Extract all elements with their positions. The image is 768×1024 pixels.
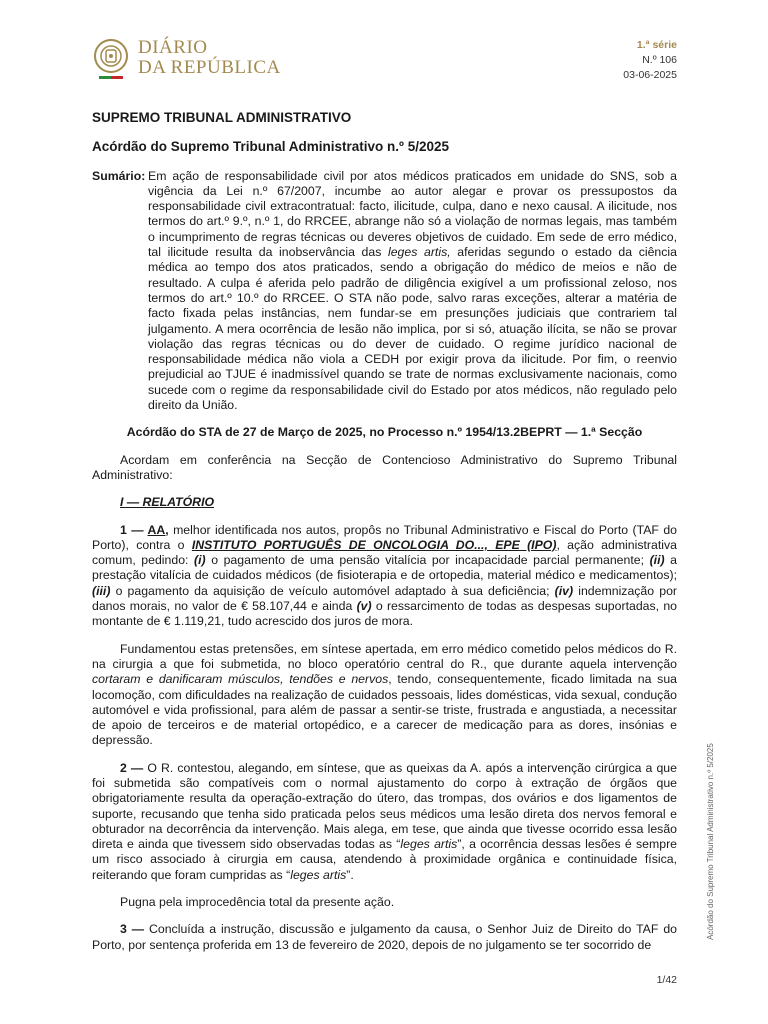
party-aa: AA, xyxy=(147,522,169,537)
item-v: (v) xyxy=(356,599,372,614)
summary-text xyxy=(148,169,677,414)
series-label: 1.ª série xyxy=(636,39,677,51)
text: ”, a ocorrência dessas lesões é sempre um risco associado à cirurgia em causa, atendendo à proximidade orgânica e continuidade física, reiterando que foram cumpridas as “ xyxy=(92,837,678,882)
text: o pagamento da aquisição de veículo automóvel adaptado à sua deficiência; xyxy=(110,583,555,598)
coat-of-arms-icon xyxy=(92,38,132,80)
summary-text-part: aferidas segundo o estado da ciência médica ao tempo dos atos praticados, sendo a obrigação do médico de meios e não de resultado. A culpa é aferida pelo padrão de diligência exigível a um profissional zeloso, nos termos do art.º 10.º do RRCEE. O STA não pode, salvo raras exceções, alterar a matéria de facto fixada pelas instâncias, nem fundar-se em presunções judiciais que contrariem tal julgamento. A mera ocorrência de lesão não implica, por si só, atuação ilícita, se não se provar violação das regras técnicas ou do dever de cuidado. O regime jurídico nacional de responsabilidade médica não viola a CEDH por exigir prova da ilicitude. Por fim, o reenvio prejudicial ao TJUE é inadmissível quando se trate de normas exclusivamente nacionais, como sucede com o regime da responsabilidade civil do Estado por atos médicos, não regulado pelo direito da União. xyxy=(148,245,677,413)
text: Fundamentou estas pretensões, em síntese apertada, em erro médico cometido pelos médicos do R. na cirurgia a que foi submetida, no bloco operatório central do R., que durante aquela intervenção xyxy=(92,641,677,671)
text-italic: leges artis xyxy=(290,867,347,882)
text: , tendo, consequentemente, ficado limitada na sua locomoção, com dificuldades na realização de cuidados pessoais, lides domésticas, vida sexual, condução automóvel e vida profissional, para além de passar a sentir-se triste, frustrada e angustiada, a necessitar de apoio de terceiros e de material ortopédico, e a carecer de medicação para as dores, insónias e depressão. xyxy=(92,672,677,748)
document-body xyxy=(92,110,677,965)
paragraph-number: 1 — xyxy=(120,522,148,537)
party-ipo: INSTITUTO PORTUGUÊS DE ONCOLOGIA DO..., EPE (IPO) xyxy=(191,537,557,552)
logo-text xyxy=(138,38,281,78)
paragraph-number: 2 — xyxy=(120,760,148,775)
text: ”. xyxy=(346,867,354,882)
text: o ressarcimento de todas as despesas suportadas, no montante de € 1.119,21, tudo acrescido dos juros de mora. xyxy=(92,599,678,629)
item-ii: (ii) xyxy=(649,553,665,568)
text: o pagamento de uma pensão vitalícia por incapacidade parcial permanente; xyxy=(205,553,650,568)
paragraph-1 xyxy=(92,523,677,630)
paragraph-3 xyxy=(92,761,677,883)
issue-number: N.º 106 xyxy=(642,54,677,66)
text: Concluída a instrução, discussão e julgamento da causa, o Senhor Juiz de Direito do TAF do Porto, por sentença proferida em 13 de fevereiro de 2020, depois de no julgamento se ter socorrido de xyxy=(92,922,677,952)
paragraph-5 xyxy=(92,922,677,953)
text: indemnização por danos morais, no valor de € 58.107,44 e ainda xyxy=(92,583,678,614)
issue-date: 03-06-2025 xyxy=(623,69,677,81)
header xyxy=(92,38,677,88)
text: O R. contestou, alegando, em síntese, que as queixas da A. após a intervenção cirúrgica a que foi submetida são compatíveis com o normal ajustamento do corpo à extração de órgãos que obrigatoriamente resulta da operação-extração do útero, das trompas, dos ovários e dos ligamentos de suporte, recusando que tenha sido praticada pelos seus médicos uma lesão direta dos nervos femoral e obturador na decorrência da intervenção. Mais alega, em tese, que ainda que tivesse ocorrido essa lesão direta e ainda que tivessem sido observadas todas as “ xyxy=(92,760,677,852)
page-number: 1/42 xyxy=(656,974,677,986)
text-italic: leges artis xyxy=(400,837,458,852)
text: melhor identificada nos autos, propôs no Tribunal Administrativo e Fiscal do Porto (TAF do Porto), contra o xyxy=(92,522,678,552)
text: , ação administrativa comum, pedindo: xyxy=(92,537,677,568)
logo-line2: DA REPÚBLICA xyxy=(138,57,281,78)
issue-info xyxy=(623,38,677,83)
text-italic: cortaram e danificaram músculos, tendões e nervos xyxy=(92,672,389,687)
intro-paragraph: Acordam em conferência na Secção de Contencioso Administrativo do Supremo Tribunal Administrativo: xyxy=(92,452,677,482)
paragraph-2 xyxy=(92,642,677,749)
text: a prestação vitalícia de cuidados médicos (de fisioterapia e de ortopedia, material médico e medicamentos); xyxy=(92,553,677,583)
logo-line1: DIÁRIO xyxy=(138,37,208,58)
item-iii: (iii) xyxy=(92,583,111,598)
document-title: Acórdão do Supremo Tribunal Administrativo n.º 5/2025 xyxy=(92,139,449,155)
relatorio-heading: I — RELATÓRIO xyxy=(120,495,215,510)
decision-reference: Acórdão do STA de 27 de Março de 2025, no Processo n.º 1954/13.2BEPRT — 1.ª Secção xyxy=(126,425,643,440)
paragraph-4: Pugna pela improcedência total da presente ação. xyxy=(120,895,395,910)
section-heading: SUPREMO TRIBUNAL ADMINISTRATIVO xyxy=(92,110,352,125)
item-iv: (iv) xyxy=(554,583,574,598)
paragraph-number: 3 — xyxy=(120,922,149,937)
sidebar-reference: Acórdão do Supremo Tribunal Administrativo n.º 5/2025 xyxy=(706,743,715,940)
summary-text-part: Em ação de responsabilidade civil por atos médicos praticados em unidade do SNS, sob a vigência da Lei n.º 67/2007, incumbe ao autor alegar e provar os pressupostos da responsabilidade civil extracontratual: facto, ilicitude, culpa, dano e nexo causal. A ilicitude, nos termos do art.º 9.º, n.º 1, do RRCEE, abrange não só a violação de normas legais, mas também o incumprimento de regras técnicas ou deveres objetivos de cuidado. Em sede de erro médico, tal ilicitude resulta da inobservância das xyxy=(148,168,677,260)
summary-text-italic: leges artis, xyxy=(387,245,451,260)
item-i: (i) xyxy=(194,553,206,568)
diario-republica-logo[interactable] xyxy=(92,38,281,80)
summary xyxy=(92,169,677,414)
summary-label: Sumário: xyxy=(92,168,146,183)
